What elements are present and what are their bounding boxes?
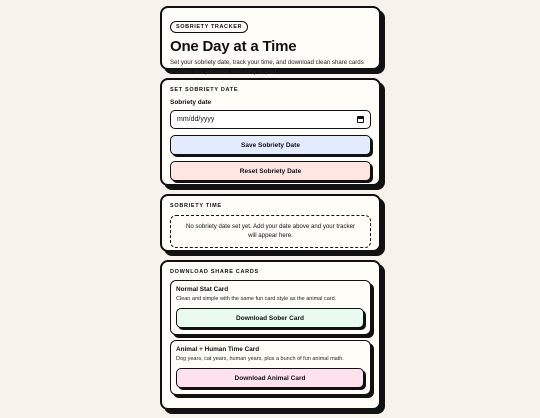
animal-card-title: Animal + Human Time Card [176, 346, 260, 353]
calendar-icon[interactable] [357, 116, 364, 123]
date-placeholder: mm/dd/yyyy [177, 116, 215, 123]
page-title: One Day at a Time [170, 38, 297, 55]
hero-card [160, 6, 381, 75]
reset-sobriety-date-button[interactable]: Reset Sobriety Date [170, 161, 371, 181]
empty-tracker-message: No sobriety date set yet. Add your date above and your tracker will appear here. [170, 215, 371, 248]
sobriety-date-label: Sobriety date [170, 99, 212, 106]
set-date-section-label: SET SOBRIETY DATE [170, 87, 239, 93]
tracker-badge: SOBRIETY TRACKER [170, 21, 248, 33]
animal-time-card [170, 340, 371, 395]
set-date-card [160, 78, 381, 186]
normal-card-description: Clean and simple with the same fun card style as the animal card. [176, 296, 337, 302]
animal-card-description: Dog years, cat years, human years, plus a bunch of fun animal math. [176, 356, 344, 362]
normal-stat-card [170, 280, 371, 335]
sobriety-time-section-label: SOBRIETY TIME [170, 203, 222, 209]
normal-card-title: Normal Stat Card [176, 286, 229, 293]
download-cards-card [160, 260, 381, 410]
save-sobriety-date-button[interactable]: Save Sobriety Date [170, 135, 371, 155]
download-sober-card-button[interactable]: Download Sober Card [176, 308, 364, 328]
download-section-label: DOWNLOAD SHARE CARDS [170, 269, 259, 275]
page-description: Set your sobriety date, track your time, and download clean share cards that feel fun, personal, and easy to post. [170, 59, 364, 75]
app-column [160, 6, 381, 418]
download-animal-card-button[interactable]: Download Animal Card [176, 368, 364, 388]
sobriety-time-card [160, 194, 381, 252]
sobriety-date-input[interactable] [170, 110, 371, 129]
